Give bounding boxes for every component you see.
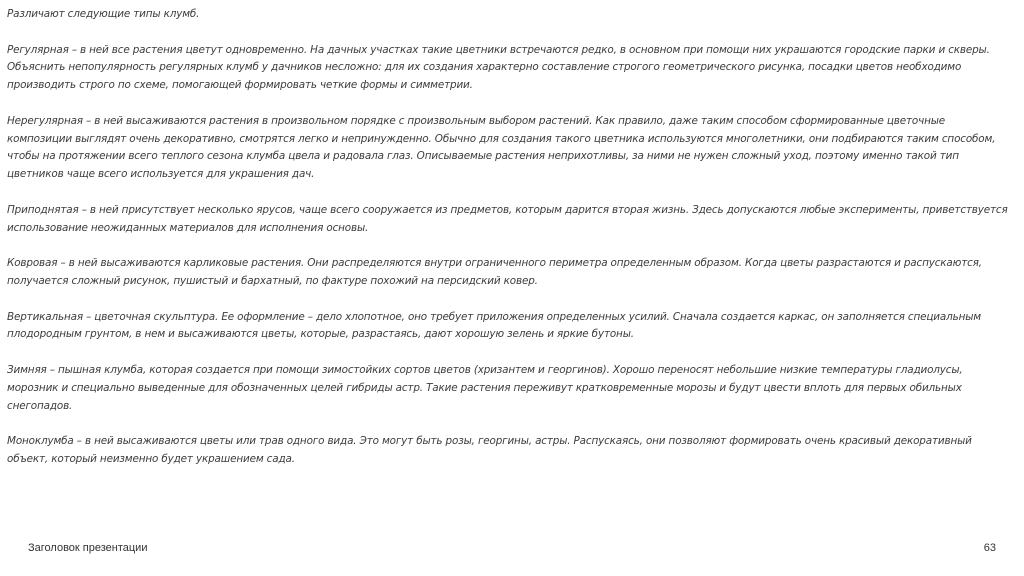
paragraph-regular: Регулярная – в ней все растения цветут одновременно. На дачных участках такие цветники встречаются редко, в основном при помощи них украшаются городские парки и скверы. Объяснить непопулярность регулярных клумб у дачников несложно: для их создания характерно составление строгого геометрического рисунка, посадки цветов необходимо производить строго по схеме, помогающей формировать четкие формы и симметрии. — [7, 43, 990, 92]
paragraph-winter: Зимняя – пышная клумба, которая создается при помощи зимостойких сортов цветов (хризантем и георгинов). Хорошо переносят небольшие низкие температуры гладиолусы, морозник и специально выведенные для обозначенных целей гибриды астр. Такие растения переживут кратковременные морозы и будут цвести вплоть для первых обильных снегопадов. — [7, 363, 963, 412]
paragraph-raised: Приподнятая – в ней присутствует несколько ярусов, чаще всего сооружается из предметов, которым дарится вторая жизнь. Здесь допускаются любые эксперименты, приветствуется использование неожиданных материалов для исполнения основы. — [7, 203, 1008, 234]
paragraph-carpet: Ковровая – в ней высаживаются карликовые растения. Они распределяются внутри ограниченного периметра определенным образом. Когда цветы разрастаются и распускаются, получается сложный рисунок, пушистый и бархатный, по фактуре похожий на персидский ковер. — [7, 257, 982, 287]
paragraph-vertical: Вертикальная – цветочная скульптура. Ее оформление – дело хлопотное, оно требует приложения определенных усилий. Сначала создается каркас, он заполняется специальным плодородным грунтом, в нем и высаживаются цветы, которые, разрастаясь, дают хорошую зелень и яркие бутоны. — [7, 310, 981, 341]
body-text — [7, 6, 1012, 487]
intro-paragraph: Различают следующие типы клумб. — [7, 8, 200, 20]
footer-presentation-title: Заголовок презентации — [28, 542, 148, 554]
page-number: 63 — [983, 542, 996, 554]
paragraph-irregular: Нерегулярная – в ней высаживаются растения в произвольном порядке с произвольным выбором растений. Как правило, даже таким способом сформированные цветочные композиции выглядят очень декоративно, смотрятся легко и непринужденно. Обычно для создания такого цветника используются многолетники, они подбираются таким способом, чтобы на протяжении всего теплого сезона клумба цвела и радовала глаз. Описываемые растения неприхотливы, за ними не нужен сложный уход, поэтому именно такой тип цветников чаще всего используется для украшения дач. — [7, 114, 996, 181]
paragraph-monobed: Моноклумба – в ней высаживаются цветы или трав одного вида. Это могут быть розы, георгины, астры. Распускаясь, они позволяют формировать очень красивый декоративный объект, который неизменно будет украшением сада. — [7, 435, 972, 465]
